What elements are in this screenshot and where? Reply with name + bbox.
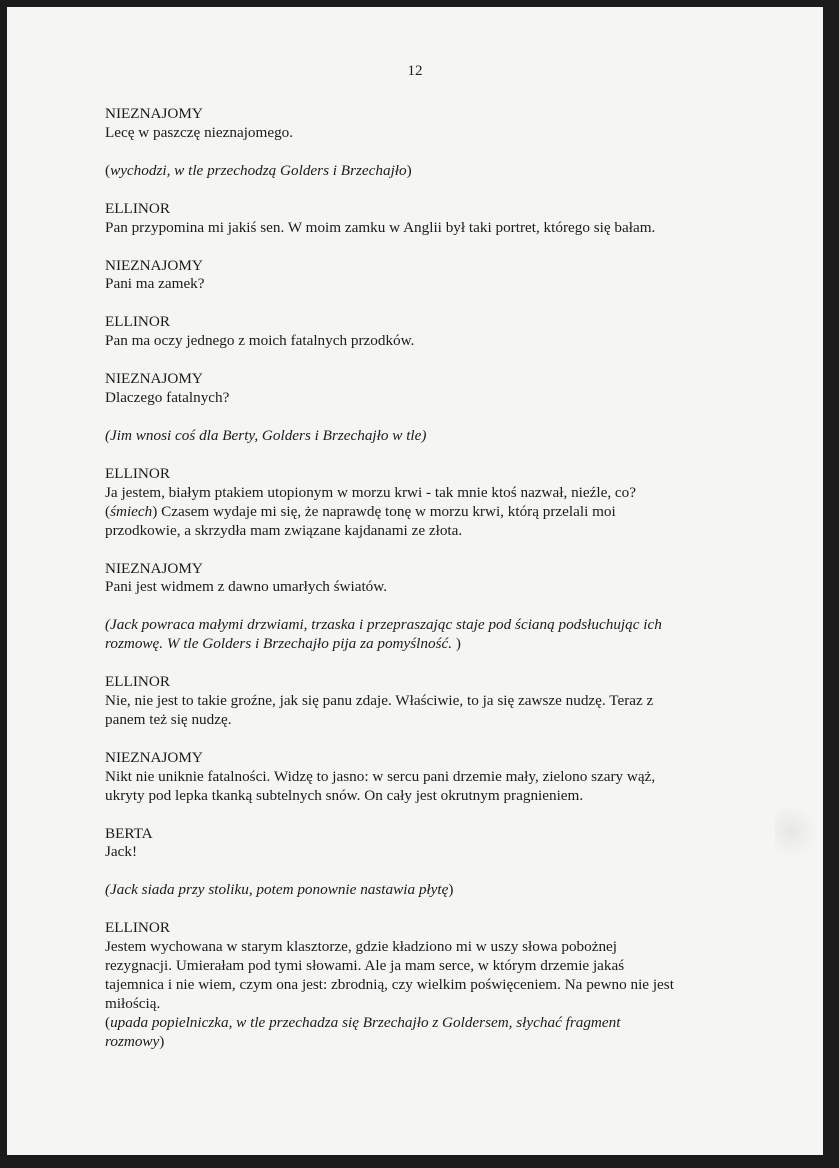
speaker-name: ELLINOR bbox=[105, 673, 170, 691]
plain-text: przodkowie, a skrzydła mam związane kajdanami ze złota. bbox=[105, 521, 463, 539]
stage-direction-line bbox=[105, 162, 745, 181]
block-gap bbox=[105, 238, 745, 257]
page-number: 12 bbox=[407, 63, 423, 79]
dialogue-line: Pani jest widmem z dawno umarłych światów. bbox=[105, 578, 388, 596]
speaker-name: NIEZNAJOMY bbox=[105, 105, 203, 122]
plain-text: ( bbox=[105, 1013, 111, 1031]
plain-text: ) bbox=[448, 881, 454, 899]
italic-text: (Jim wnosi coś dla Berty, Golders i Brzechajło w tle) bbox=[105, 426, 427, 444]
stage-direction-line bbox=[105, 635, 745, 654]
stage-direction-line bbox=[105, 881, 745, 900]
dialogue-line: rezygnacji. Umierałam pod tymi słowami. Ale ja mam serce, w którym drzemie jakaś bbox=[105, 957, 625, 975]
block-gap bbox=[105, 143, 745, 162]
block-gap bbox=[105, 408, 745, 427]
dialogue-line: tajemnica i nie wiem, czym ona jest: zbrodnią, czy wielkim poświęceniem. Na pewno nie jest bbox=[105, 976, 674, 993]
dialogue-line: Pan przypomina mi jakiś sen. W moim zamku w Anglii był taki portret, którego się bałam. bbox=[105, 218, 656, 236]
dialogue-block bbox=[105, 105, 745, 143]
block-gap bbox=[105, 181, 745, 200]
plain-text: ( bbox=[105, 161, 111, 179]
speaker-name: NIEZNAJOMY bbox=[105, 256, 203, 274]
block-gap bbox=[105, 730, 745, 749]
dialogue-line: Nie, nie jest to takie groźne, jak się panu zdaje. Właściwie, to ja się zawsze nudzę. Teraz z bbox=[105, 692, 654, 710]
dialogue-block bbox=[105, 313, 745, 351]
block-gap bbox=[105, 900, 745, 919]
italic-text: śmiech bbox=[110, 502, 153, 520]
plain-text: ) Czasem wydaje mi się, że naprawdę tonę w morzu krwi, którą przelali moi bbox=[152, 502, 616, 520]
plain-text: ) bbox=[406, 161, 412, 179]
dialogue-block bbox=[105, 749, 745, 806]
dialogue-block bbox=[105, 257, 745, 295]
dialogue-block bbox=[105, 370, 745, 408]
italic-text: (Jack powraca małymi drzwiami, trzaska i przepraszając staje pod ścianą podsłuchując ich bbox=[105, 616, 662, 634]
dialogue-block bbox=[105, 919, 745, 1051]
italic-text: rozmowy bbox=[105, 1032, 160, 1050]
dialogue-line: panem też się nudzę. bbox=[105, 710, 232, 728]
speaker-name: NIEZNAJOMY bbox=[105, 559, 203, 577]
stage-direction-line bbox=[105, 1033, 745, 1052]
dialogue-line: Jestem wychowana w starym klasztorze, gdzie kładziono mi w uszy słowa pobożnej bbox=[105, 938, 618, 956]
block-gap bbox=[105, 446, 745, 465]
script-text bbox=[105, 105, 745, 1052]
dialogue-line: Jack! bbox=[105, 843, 138, 861]
dialogue-line: Pani ma zamek? bbox=[105, 275, 205, 293]
stage-direction bbox=[105, 427, 745, 446]
dialogue-line bbox=[105, 522, 745, 541]
dialogue-line: Lecę w paszczę nieznajomego. bbox=[105, 123, 294, 141]
dialogue-line: Nikt nie uniknie fatalności. Widzę to jasno: w sercu pani drzemie mały, zielono szary wąż, bbox=[105, 767, 656, 785]
block-gap bbox=[105, 597, 745, 616]
stage-direction bbox=[105, 162, 745, 181]
plain-text: ) bbox=[452, 635, 461, 653]
dialogue-block bbox=[105, 673, 745, 730]
speaker-name: ELLINOR bbox=[105, 199, 170, 217]
dialogue-line: miłością. bbox=[105, 994, 161, 1012]
block-gap bbox=[105, 806, 745, 825]
block-gap bbox=[105, 294, 745, 313]
stage-direction-line bbox=[105, 616, 745, 635]
stage-direction-line bbox=[105, 427, 745, 446]
block-gap bbox=[105, 654, 745, 673]
dialogue-line: ukryty pod lepka tkanką subtelnych snów. On cały jest okrutnym pragnieniem. bbox=[105, 786, 584, 804]
plain-text: ) bbox=[159, 1032, 165, 1050]
block-gap bbox=[105, 541, 745, 560]
document-page bbox=[7, 7, 823, 1155]
speaker-name: ELLINOR bbox=[105, 464, 170, 482]
speaker-name: NIEZNAJOMY bbox=[105, 748, 203, 766]
stage-direction bbox=[105, 881, 745, 900]
block-gap bbox=[105, 351, 745, 370]
speaker-name: ELLINOR bbox=[105, 313, 170, 331]
dialogue-line: Ja jestem, białym ptakiem utopionym w morzu krwi - tak mnie ktoś nazwał, nieźle, co? bbox=[105, 483, 636, 501]
dialogue-block bbox=[105, 825, 745, 863]
italic-text: rozmowę. W tle Golders i Brzechajło pija za pomyślność. bbox=[105, 635, 453, 653]
dialogue-block bbox=[105, 200, 745, 238]
speaker-name: ELLINOR bbox=[105, 919, 170, 937]
block-gap bbox=[105, 862, 745, 881]
dialogue-line: Dlaczego fatalnych? bbox=[105, 389, 230, 407]
stage-direction bbox=[105, 616, 745, 654]
dialogue-line bbox=[105, 503, 745, 522]
scan-smudge bbox=[775, 807, 815, 867]
dialogue-block bbox=[105, 465, 745, 541]
plain-text: ( bbox=[105, 502, 111, 520]
italic-text: upada popielniczka, w tle przechadza się Brzechajło z Goldersem, słychać fragment bbox=[110, 1013, 621, 1031]
speaker-name: NIEZNAJOMY bbox=[105, 370, 203, 388]
speaker-name: BERTA bbox=[105, 824, 153, 842]
italic-text: (Jack siada przy stoliku, potem ponownie nastawia płytę bbox=[105, 881, 449, 899]
dialogue-block bbox=[105, 560, 745, 598]
dialogue-line: Pan ma oczy jednego z moich fatalnych przodków. bbox=[105, 332, 415, 350]
stage-direction-line bbox=[105, 1014, 745, 1033]
italic-text: wychodzi, w tle przechodzą Golders i Brzechajło bbox=[110, 161, 407, 179]
